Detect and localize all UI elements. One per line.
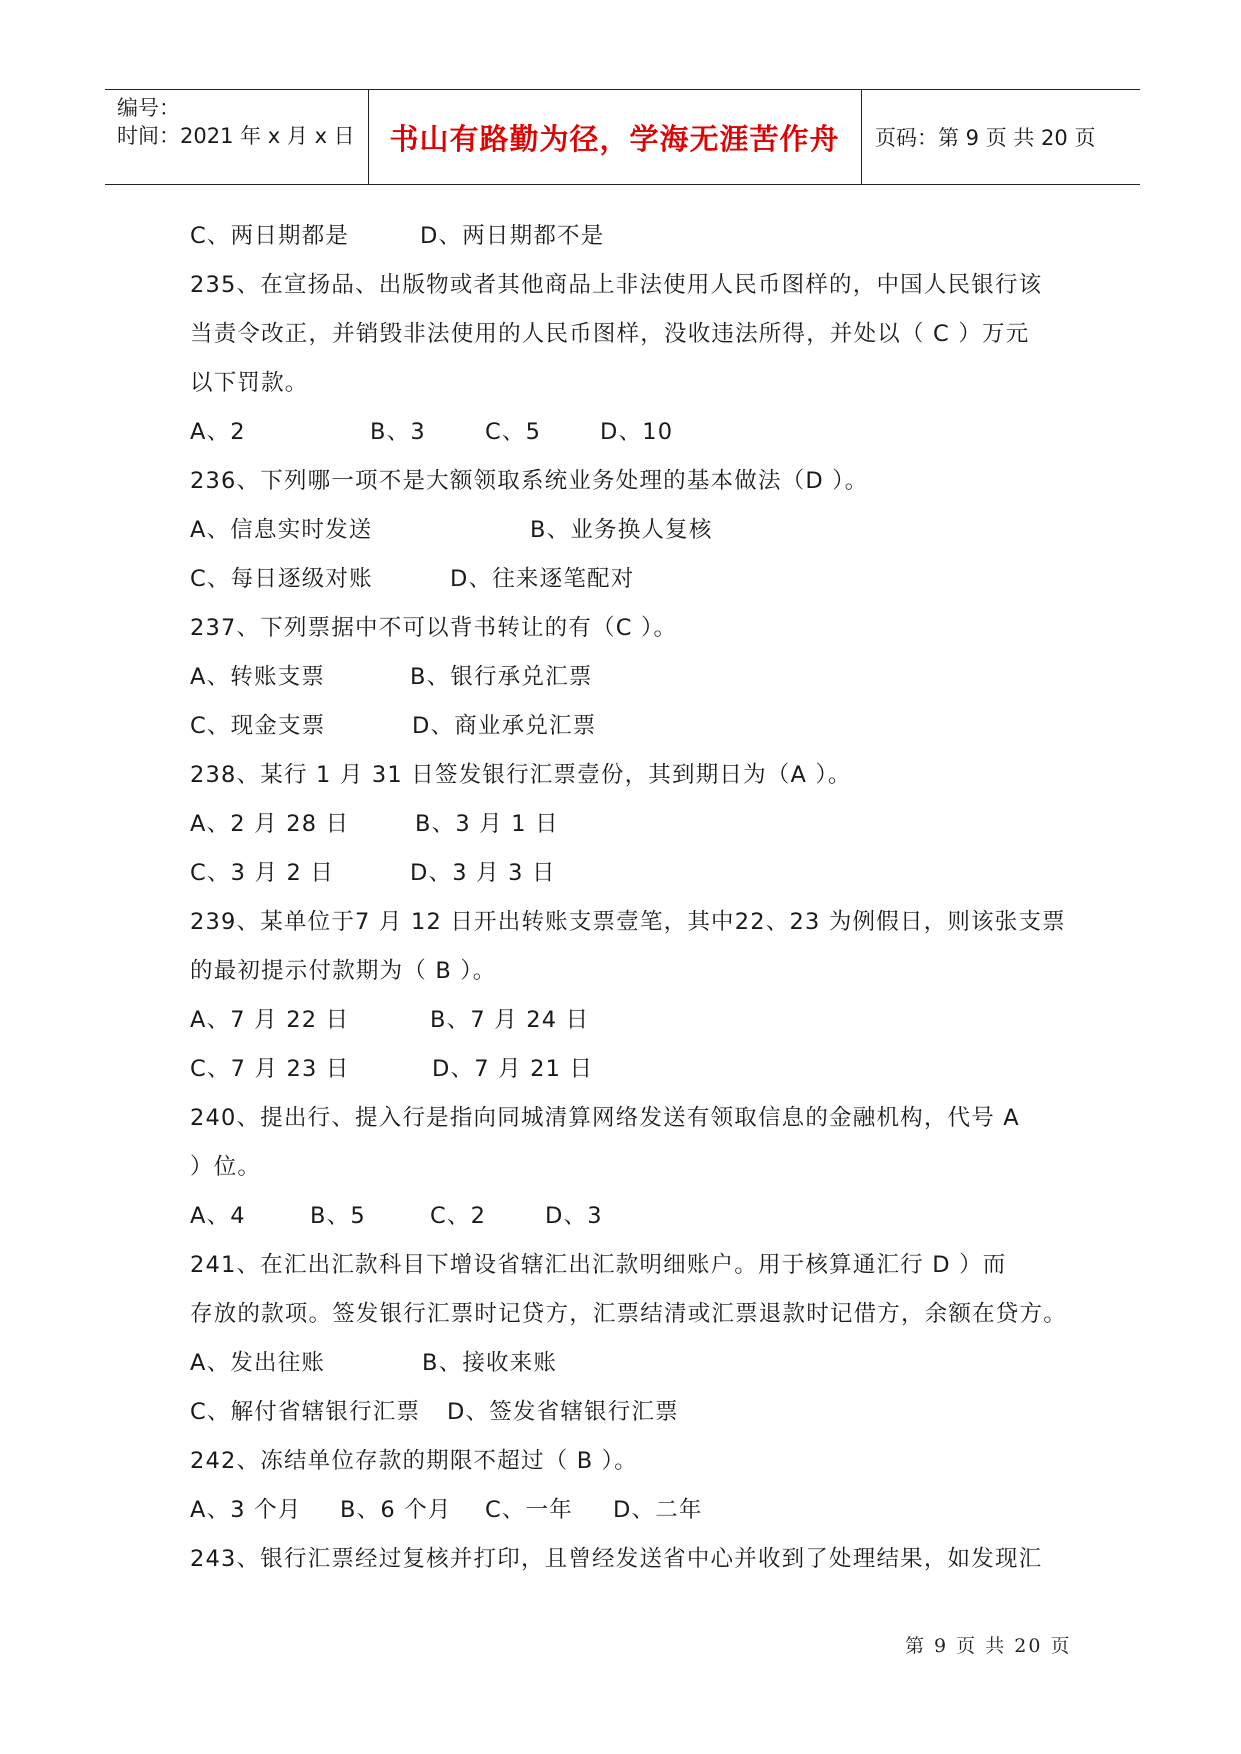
option-item: A、3 个月	[190, 1497, 302, 1523]
option-item: C、现金支票	[190, 713, 326, 739]
option-item: B、6 个月	[340, 1497, 452, 1523]
header-divider	[861, 90, 862, 184]
options-line	[190, 212, 1090, 261]
header-motto: 书山有路勤为径，学海无涯苦作舟	[389, 121, 840, 156]
text-line: 243、银行汇票经过复核并打印，且曾经发送省中心并收到了处理结果，如发现汇	[190, 1546, 1043, 1572]
option-item: A、转账支票	[190, 664, 326, 690]
option-item: B、3 月 1 日	[415, 811, 559, 837]
option-item: D、签发省辖银行汇票	[447, 1399, 679, 1425]
text-line: 存放的款项。签发银行汇票时记贷方，汇票结清或汇票退款时记借方，余额在贷方。	[190, 1301, 1067, 1327]
header-meta	[117, 94, 355, 150]
option-item: B、5	[310, 1203, 366, 1229]
serial-label: 编号：	[117, 96, 180, 120]
option-item: D、7 月 21 日	[432, 1056, 594, 1082]
option-item: D、两日期都不是	[420, 223, 605, 249]
option-item: A、发出往账	[190, 1350, 326, 1376]
options-line	[190, 1486, 1090, 1535]
option-item: C、解付省辖银行汇票	[190, 1399, 421, 1425]
options-line	[190, 849, 1090, 898]
text-line: 239、某单位于7 月 12 日开出转账支票壹笔，其中22、23 为例假日，则该张支票	[190, 909, 1066, 935]
options-line	[190, 1339, 1090, 1388]
options-line	[190, 408, 1090, 457]
option-item: C、5	[485, 419, 542, 445]
option-item: C、7 月 23 日	[190, 1056, 350, 1082]
option-item: C、3 月 2 日	[190, 860, 335, 886]
options-line	[190, 1192, 1090, 1241]
text-line: 242、冻结单位存款的期限不超过（ B ）。	[190, 1448, 638, 1474]
option-item: D、商业承兑汇票	[412, 713, 597, 739]
option-item: A、2 月 28 日	[190, 811, 350, 837]
option-item: B、3	[370, 419, 426, 445]
text-line: ）位。	[190, 1154, 262, 1180]
option-item: A、信息实时发送	[190, 517, 373, 543]
option-item: D、3 月 3 日	[410, 860, 556, 886]
text-line: 236、下列哪一项不是大额领取系统业务处理的基本做法（D ）。	[190, 468, 869, 494]
option-item: D、3	[545, 1203, 603, 1229]
option-item: C、每日逐级对账	[190, 566, 373, 592]
text-line: 当责令改正，并销毁非法使用的人民币图样，没收违法所得，并处以（ C ）万元	[190, 321, 1030, 347]
option-item: A、7 月 22 日	[190, 1007, 350, 1033]
options-line	[190, 996, 1090, 1045]
text-line: 238、某行 1 月 31 日签发银行汇票壹份，其到期日为（A ）。	[190, 762, 852, 788]
text-line: 以下罚款。	[190, 370, 309, 396]
text-line: 240、提出行、提入行是指向同城清算网络发送有领取信息的金融机构，代号 A	[190, 1105, 1020, 1131]
option-item: B、7 月 24 日	[430, 1007, 590, 1033]
options-line	[190, 506, 1090, 555]
options-line	[190, 702, 1090, 751]
time-label: 时间：2021 年 x 月 x 日	[117, 124, 355, 148]
option-item: D、10	[600, 419, 674, 445]
header-page-info: 页码：第 9 页 共 20 页	[875, 126, 1096, 150]
option-item: A、2	[190, 419, 246, 445]
options-line	[190, 653, 1090, 702]
text-line: 241、在汇出汇款科目下增设省辖汇出汇款明细账户。用于核算通汇行 D ）而	[190, 1252, 1007, 1278]
option-item: B、接收来账	[422, 1350, 558, 1376]
text-line: 的最初提示付款期为（ B ）。	[190, 958, 497, 984]
option-item: C、2	[430, 1203, 487, 1229]
document-body	[190, 212, 1090, 1584]
options-line	[190, 800, 1090, 849]
option-item: C、一年	[485, 1497, 574, 1523]
text-line: 235、在宣扬品、出版物或者其他商品上非法使用人民币图样的，中国人民银行该	[190, 272, 1043, 298]
options-line	[190, 1045, 1090, 1094]
page-header	[105, 89, 1140, 185]
option-item: B、业务换人复核	[530, 517, 713, 543]
option-item: B、银行承兑汇票	[410, 664, 593, 690]
options-line	[190, 1388, 1090, 1437]
options-line	[190, 555, 1090, 604]
page-footer: 第 9 页 共 20 页	[905, 1635, 1072, 1657]
option-item: D、往来逐笔配对	[450, 566, 635, 592]
option-item: D、二年	[613, 1497, 703, 1523]
option-item: C、两日期都是	[190, 223, 350, 249]
option-item: A、4	[190, 1203, 246, 1229]
text-line: 237、下列票据中不可以背书转让的有（C ）。	[190, 615, 678, 641]
